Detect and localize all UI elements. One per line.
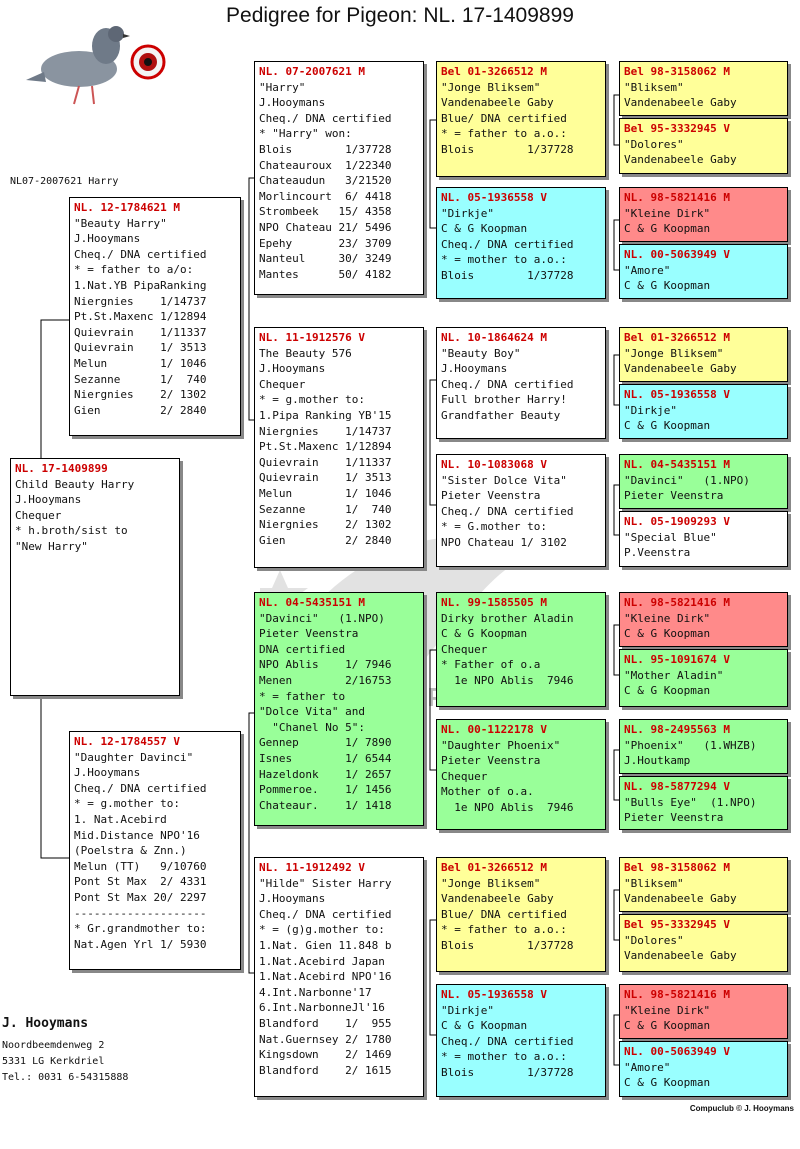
ring-number: NL. 05-1909293 V [624,515,730,528]
card-text-line: Blue/ DNA certified [441,111,567,125]
card-text-line: -------------------- [74,906,207,920]
gen5-card-12[interactable] [619,776,788,830]
card-text-line: 6.Int.NarbonneJl'16 [259,1001,385,1015]
card-text-line: * = mother to a.o.: [441,253,567,267]
card-text-line: C & G Koopman [624,279,711,293]
great-grandparent-4-card[interactable] [436,454,606,567]
ring-number: NL. 05-1936558 V [624,388,730,401]
card-text-line: * "Harry" won: [259,127,352,141]
ring-number: NL. 99-1585505 M [441,596,547,609]
card-text-line: "Sister Dolce Vita" [441,473,567,487]
card-text-line: "Kleine Dirk" [624,1003,711,1017]
card-text-line: Pieter Veenstra [624,811,724,825]
card-text-line: Chequer [441,642,488,656]
card-text-line: Blandford 2/ 1615 [259,1063,392,1077]
card-text-line: "Beauty Harry" [74,216,167,230]
card-text-line: C & G Koopman [624,419,711,433]
gen5-card-2[interactable] [619,118,788,174]
page-title: Pedigree for Pigeon: NL. 17-1409899 [226,4,574,27]
card-text-line: Vandenabeele Gaby [624,949,737,963]
card-text-line: Mid.Distance NPO'16 [74,828,200,842]
card-text-line: Sezanne 1/ 740 [74,372,207,386]
card-text-line: Grandfather Beauty [441,408,561,422]
card-text-line: Quievrain 1/ 3513 [74,341,207,355]
great-grandparent-5-card[interactable] [436,592,606,707]
card-text-line: "Davinci" (1.NPO) [259,611,385,625]
card-text-line: NPO Ablis 1/ 7946 [259,658,392,672]
ring-number: Bel 98-3158062 M [624,65,730,78]
card-text-line: Quievrain 1/11337 [74,325,207,339]
ring-number: Bel 01-3266512 M [441,861,547,874]
card-text-line: Nat.Guernsey 2/ 1780 [259,1032,392,1046]
card-text-line: C & G Koopman [624,684,711,698]
sire-dam-card[interactable] [254,327,424,568]
ring-number: NL. 05-1936558 V [441,191,547,204]
ring-number: NL. 95-1091674 V [624,653,730,666]
ring-number: NL. 00-5063949 V [624,248,730,261]
card-text-line: Gennep 1/ 7890 [259,736,392,750]
card-text-line: "Kleine Dirk" [624,611,711,625]
ring-number: Bel 01-3266512 M [441,65,547,78]
card-text-line: Blois 1/37728 [441,142,574,156]
card-text-line: 1. Nat.Acebird [74,812,167,826]
card-text-line: Pommeroe. 1/ 1456 [259,783,392,797]
card-text-line: Melun 1/ 1046 [259,486,392,500]
card-text-line: "Bulls Eye" (1.NPO) [624,795,757,809]
pigeon-logo [24,14,174,110]
card-text-line: "Dolce Vita" and [259,705,365,719]
card-text-line: * Father of o.a [441,658,541,672]
card-text-line: * = mother to a.o.: [441,1050,567,1064]
card-text-line: C & G Koopman [441,627,528,641]
card-text-line: Pieter Veenstra [624,489,724,503]
card-text-line: Chateauroux 1/22340 [259,158,392,172]
card-text-line: Quievrain 1/11337 [259,455,392,469]
card-text-line: Niergnies 1/14737 [74,294,207,308]
card-text-line: "Kleine Dirk" [624,206,711,220]
footer-credit: Compuclub © J. Hooymans [689,1104,794,1113]
card-text-line: "Amore" [624,263,671,277]
ring-number: NL. 04-5435151 M [259,596,365,609]
ring-number: NL. 98-2495563 M [624,723,730,736]
card-text-line: C & G Koopman [624,1019,711,1033]
card-text-line: C & G Koopman [441,1019,528,1033]
card-text-line: Niergnies 2/ 1302 [259,518,392,532]
card-text-line: NPO Chateau 1/ 3102 [441,535,567,549]
great-grandparent-6-card[interactable] [436,719,606,830]
card-text-line: (Poelstra & Znn.) [74,844,187,858]
dam-sire-card[interactable] [254,592,424,826]
card-text-line: "Dirkje" [441,1003,494,1017]
ring-number: NL. 07-2007621 M [259,65,365,78]
owner-address-city: 5331 LG Kerkdriel [2,1056,105,1067]
card-text-line: "Dirkje" [441,206,494,220]
card-text-line: Blandford 1/ 955 [259,1016,392,1030]
card-text-line: Pieter Veenstra [259,627,359,641]
card-text-line: J.Hooymans [259,892,326,906]
ring-number: NL. 10-1864624 M [441,331,547,344]
card-text-line: Vandenabeele Gaby [624,362,737,376]
card-text-line: "Daughter Phoenix" [441,738,561,752]
card-text-line: "Harry" [259,80,306,94]
card-text-line: Melun (TT) 9/10760 [74,859,207,873]
card-text-line: "Dolores" [624,137,684,151]
card-text-line: "Dirkje" [624,403,677,417]
card-text-line: "New Harry" [15,539,88,553]
card-text-line: "Davinci" (1.NPO) [624,473,750,487]
ring-number: Bel 95-3332945 V [624,918,730,931]
card-text-line: Kingsdown 2/ 1469 [259,1048,392,1062]
card-text-line: Mother of o.a. [441,785,534,799]
card-text-line: Child Beauty Harry [15,477,135,491]
ring-number: NL. 98-5877294 V [624,780,730,793]
gen5-card-11[interactable] [619,719,788,774]
ring-number: NL. 98-5821416 M [624,988,730,1001]
card-text-line: Full brother Harry! [441,393,567,407]
card-text-line: Sezanne 1/ 740 [259,502,392,516]
card-text-line: * Gr.grandmother to: [74,922,207,936]
card-text-line: Chequer [259,377,306,391]
ring-number: NL. 05-1936558 V [441,988,547,1001]
card-text-line: DNA certified [259,642,346,656]
card-text-line: Chateaudun 3/21520 [259,174,392,188]
card-text-line: * = father to [259,689,346,703]
card-text-line: * = (g)g.mother to: [259,923,385,937]
card-text-line: "Bliksem" [624,876,684,890]
card-text-line: * = G.mother to: [441,520,547,534]
gen5-card-3[interactable] [619,187,788,242]
card-text-line: * = father to a.o.: [441,127,567,141]
card-text-line: Niergnies 2/ 1302 [74,388,207,402]
dam-card[interactable] [69,731,241,970]
gen5-card-14[interactable] [619,914,788,972]
card-text-line: Blois 1/37728 [441,268,574,282]
card-text-line: Cheq./ DNA certified [441,504,574,518]
gen5-card-1[interactable] [619,61,788,116]
card-text-line: "Jonge Bliksem" [441,80,541,94]
card-text-line: Cheq./ DNA certified [441,377,574,391]
card-text-line: Morlincourt 6/ 4418 [259,189,392,203]
card-text-line: Blois 1/37728 [259,142,392,156]
sire-sire-card[interactable] [254,61,424,295]
card-text-line: J.Hooymans [15,493,82,507]
card-text-line: Blois 1/37728 [441,1065,574,1079]
card-text-line: * = father to a/o: [74,263,194,277]
card-text-line: 1e NPO Ablis 7946 [441,800,574,814]
gen5-card-13[interactable] [619,857,788,912]
gen5-card-15[interactable] [619,984,788,1039]
card-text-line: C & G Koopman [624,222,711,236]
card-text-line: "Special Blue" [624,530,717,544]
card-text-line: Niergnies 1/14737 [259,424,392,438]
card-text-line: J.Hooymans [74,766,141,780]
card-text-line: 1.Nat.YB PipaRanking [74,278,207,292]
card-text-line: Cheq./ DNA certified [74,247,207,261]
ring-number: NL. 17-1409899 [15,462,108,475]
card-text-line: "Mother Aladin" [624,668,724,682]
great-grandparent-2-card[interactable] [436,187,606,299]
card-text-line: Pont St Max 20/ 2297 [74,890,207,904]
card-text-line: The Beauty 576 [259,346,352,360]
card-text-line: * = g.mother to: [74,797,180,811]
card-text-line: * = g.mother to: [259,393,365,407]
card-text-line: Cheq./ DNA certified [259,111,392,125]
card-text-line: P.Veenstra [624,546,691,560]
card-text-line: Dirky brother Aladin [441,611,574,625]
card-text-line: J.Houtkamp [624,754,691,768]
gen5-card-6[interactable] [619,384,788,439]
card-text-line: "Jonge Bliksem" [624,346,724,360]
ring-number: NL. 12-1784621 M [74,201,180,214]
card-text-line: Epehy 23/ 3709 [259,236,392,250]
ring-number: NL. 98-5821416 M [624,596,730,609]
card-text-line: Pieter Veenstra [441,754,541,768]
owner-name: J. Hooymans [2,1016,89,1031]
card-text-line: J.Hooymans [74,232,141,246]
card-text-line: * h.broth/sist to [15,524,128,538]
card-text-line: NPO Chateau 21/ 5496 [259,220,392,234]
card-text-line: "Hilde" Sister Harry [259,876,392,890]
card-text-line: Chequer [15,508,62,522]
card-text-line: Nat.Agen Yrl 1/ 5930 [74,937,207,951]
card-text-line: Chequer [441,769,488,783]
gen5-card-4[interactable] [619,244,788,299]
owner-address-street: Noordbeemdenweg 2 [2,1040,105,1051]
ring-number: NL. 00-5063949 V [624,1045,730,1058]
card-text-line: Cheq./ DNA certified [74,781,207,795]
great-grandparent-3-card[interactable] [436,327,606,439]
card-text-line: Quievrain 1/ 3513 [259,471,392,485]
card-text-line: J.Hooymans [441,362,508,376]
card-text-line: Melun 1/ 1046 [74,356,207,370]
card-text-line: "Dolores" [624,933,684,947]
card-text-line: 1e NPO Ablis 7946 [441,673,574,687]
card-text-line: 4.Int.Narbonne'17 [259,985,372,999]
ring-number: NL. 98-5821416 M [624,191,730,204]
card-text-line: Pieter Veenstra [441,489,541,503]
card-text-line: Isnes 1/ 6544 [259,751,392,765]
card-text-line: Strombeek 15/ 4358 [259,205,392,219]
ring-number: NL. 12-1784557 V [74,735,180,748]
card-text-line: Blue/ DNA certified [441,907,567,921]
card-text-line: J.Hooymans [259,362,326,376]
gen5-card-10[interactable] [619,649,788,707]
card-text-line: Hazeldonk 1/ 2657 [259,767,392,781]
card-text-line: Gien 2/ 2840 [259,533,392,547]
dam-dam-card[interactable] [254,857,424,1097]
card-text-line: 1.Pipa Ranking YB'15 [259,408,392,422]
sire-card[interactable] [69,197,241,436]
great-grandparent-1-card[interactable] [436,61,606,177]
gen5-card-5[interactable] [619,327,788,382]
card-text-line: "Bliksem" [624,80,684,94]
card-text-line: "Jonge Bliksem" [441,876,541,890]
card-text-line: 1.Nat. Gien 11.848 b [259,938,392,952]
card-text-line: Pont St Max 2/ 4331 [74,875,207,889]
card-text-line: Pt.St.Maxenc 1/12894 [259,440,392,454]
card-text-line: Blois 1/37728 [441,938,574,952]
card-text-line: "Phoenix" (1.WHZB) [624,738,757,752]
card-text-line: C & G Koopman [624,627,711,641]
ring-number: NL. 11-1912576 V [259,331,365,344]
card-text-line: Vandenabeele Gaby [624,96,737,110]
owner-phone: Tel.: 0031 6-54315888 [2,1072,129,1083]
card-text-line: * = father to a.o.: [441,923,567,937]
card-text-line: "Amore" [624,1060,671,1074]
card-text-line: Vandenabeele Gaby [624,153,737,167]
card-text-line: Vandenabeele Gaby [624,892,737,906]
card-text-line: Cheq./ DNA certified [441,237,574,251]
card-text-line: Vandenabeele Gaby [441,892,554,906]
card-text-line: Pt.St.Maxenc 1/12894 [74,310,207,324]
card-text-line: Mantes 50/ 4182 [259,267,392,281]
card-text-line: Gien 2/ 2840 [74,403,207,417]
card-text-line: "Daughter Davinci" [74,750,194,764]
card-text-line: "Chanel No 5": [259,720,365,734]
great-grandparent-8-card[interactable] [436,984,606,1097]
gen5-card-8[interactable] [619,511,788,567]
card-text-line: Cheq./ DNA certified [259,907,392,921]
gen5-card-7[interactable] [619,454,788,509]
subject-pigeon-card[interactable] [10,458,180,696]
gen5-card-16[interactable] [619,1041,788,1097]
card-text-line: Cheq./ DNA certified [441,1034,574,1048]
subject-reference: NL07-2007621 Harry [10,176,119,187]
card-text-line: 1.Nat.Acebird Japan [259,954,385,968]
card-text-line: Menen 2/16753 [259,673,392,687]
ring-number: Bel 95-3332945 V [624,122,730,135]
ring-number: NL. 11-1912492 V [259,861,365,874]
ring-number: NL. 10-1083068 V [441,458,547,471]
gen5-card-9[interactable] [619,592,788,647]
ring-number: Bel 01-3266512 M [624,331,730,344]
card-text-line: C & G Koopman [441,222,528,236]
card-text-line: Chateaur. 1/ 1418 [259,798,392,812]
card-text-line: "Beauty Boy" [441,346,521,360]
card-text-line: J.Hooymans [259,96,326,110]
card-text-line: C & G Koopman [624,1076,711,1090]
ring-number: NL. 04-5435151 M [624,458,730,471]
ring-number: NL. 00-1122178 V [441,723,547,736]
card-text-line: 1.Nat.Acebird NPO'16 [259,970,392,984]
ring-number: Bel 98-3158062 M [624,861,730,874]
card-text-line: Vandenabeele Gaby [441,96,554,110]
great-grandparent-7-card[interactable] [436,857,606,972]
card-text-line: Nanteul 30/ 3249 [259,252,392,266]
